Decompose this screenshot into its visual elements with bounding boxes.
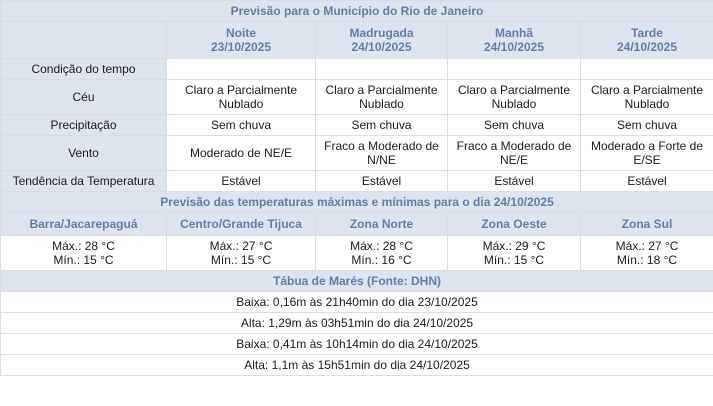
row-label: Vento xyxy=(1,136,167,171)
tide-entry: Baixa: 0,16m às 21h40min do dia 23/10/2025 xyxy=(1,292,713,313)
period-header-tarde: Tarde 24/10/2025 xyxy=(581,22,713,59)
tide-entry: Alta: 1,1m às 15h51min do dia 24/10/2025 xyxy=(1,355,713,376)
row-label: Céu xyxy=(1,80,167,115)
zone-header-centro: Centro/Grande Tijuca xyxy=(167,213,316,236)
tendencia-value: Estável xyxy=(448,171,581,192)
row-precipitacao xyxy=(1,115,713,136)
zone-header-sul: Zona Sul xyxy=(581,213,713,236)
tides-title: Tábua de Marés (Fonte: DHN) xyxy=(1,271,713,292)
period-header-manha: Manhã 24/10/2025 xyxy=(448,22,581,59)
temperature-row xyxy=(1,236,713,271)
row-label: Precipitação xyxy=(1,115,167,136)
zone-header-oeste: Zona Oeste xyxy=(448,213,581,236)
precip-value: Sem chuva xyxy=(316,115,448,136)
tendencia-value: Estável xyxy=(316,171,448,192)
temperatures-title: Previsão das temperaturas máximas e mínimas para o dia 24/10/2025 xyxy=(1,192,713,213)
condicao-value xyxy=(448,59,581,80)
vento-value: Moderado a Forte de E/SE xyxy=(581,136,713,171)
row-vento xyxy=(1,136,713,171)
zone-temps: Máx.: 28 °C Mín.: 16 °C xyxy=(316,236,448,271)
row-ceu xyxy=(1,80,713,115)
precip-value: Sem chuva xyxy=(448,115,581,136)
condicao-value xyxy=(167,59,316,80)
forecast-title: Previsão para o Município do Rio de Janeiro xyxy=(1,1,713,22)
row-tendencia xyxy=(1,171,713,192)
vento-value: Fraco a Moderado de N/NE xyxy=(316,136,448,171)
row-condicao xyxy=(1,59,713,80)
tendencia-value: Estável xyxy=(167,171,316,192)
row-label: Condição do tempo xyxy=(1,59,167,80)
zone-temps: Máx.: 28 °C Mín.: 15 °C xyxy=(1,236,167,271)
zone-temps: Máx.: 29 °C Mín.: 15 °C xyxy=(448,236,581,271)
tendencia-value: Estável xyxy=(581,171,713,192)
ceu-value: Claro a Parcialmente Nublado xyxy=(448,80,581,115)
tide-entry: Baixa: 0,41m às 10h14min do dia 24/10/2025 xyxy=(1,334,713,355)
ceu-value: Claro a Parcialmente Nublado xyxy=(581,80,713,115)
precip-value: Sem chuva xyxy=(167,115,316,136)
ceu-value: Claro a Parcialmente Nublado xyxy=(316,80,448,115)
condicao-value xyxy=(581,59,713,80)
zone-temps: Máx.: 27 °C Mín.: 15 °C xyxy=(167,236,316,271)
precip-value: Sem chuva xyxy=(581,115,713,136)
row-label: Tendência da Temperatura xyxy=(1,171,167,192)
period-header-madrugada: Madrugada 24/10/2025 xyxy=(316,22,448,59)
tide-entry: Alta: 1,29m às 03h51min do dia 24/10/2025 xyxy=(1,313,713,334)
zone-temps: Máx.: 27 °C Mín.: 18 °C xyxy=(581,236,713,271)
vento-value: Moderado de NE/E xyxy=(167,136,316,171)
period-header-noite: Noite 23/10/2025 xyxy=(167,22,316,59)
zone-header-barra: Barra/Jacarepaguá xyxy=(1,213,167,236)
ceu-value: Claro a Parcialmente Nublado xyxy=(167,80,316,115)
vento-value: Fraco a Moderado de NE/E xyxy=(448,136,581,171)
zone-header-norte: Zona Norte xyxy=(316,213,448,236)
condicao-value xyxy=(316,59,448,80)
corner-cell xyxy=(1,22,167,59)
